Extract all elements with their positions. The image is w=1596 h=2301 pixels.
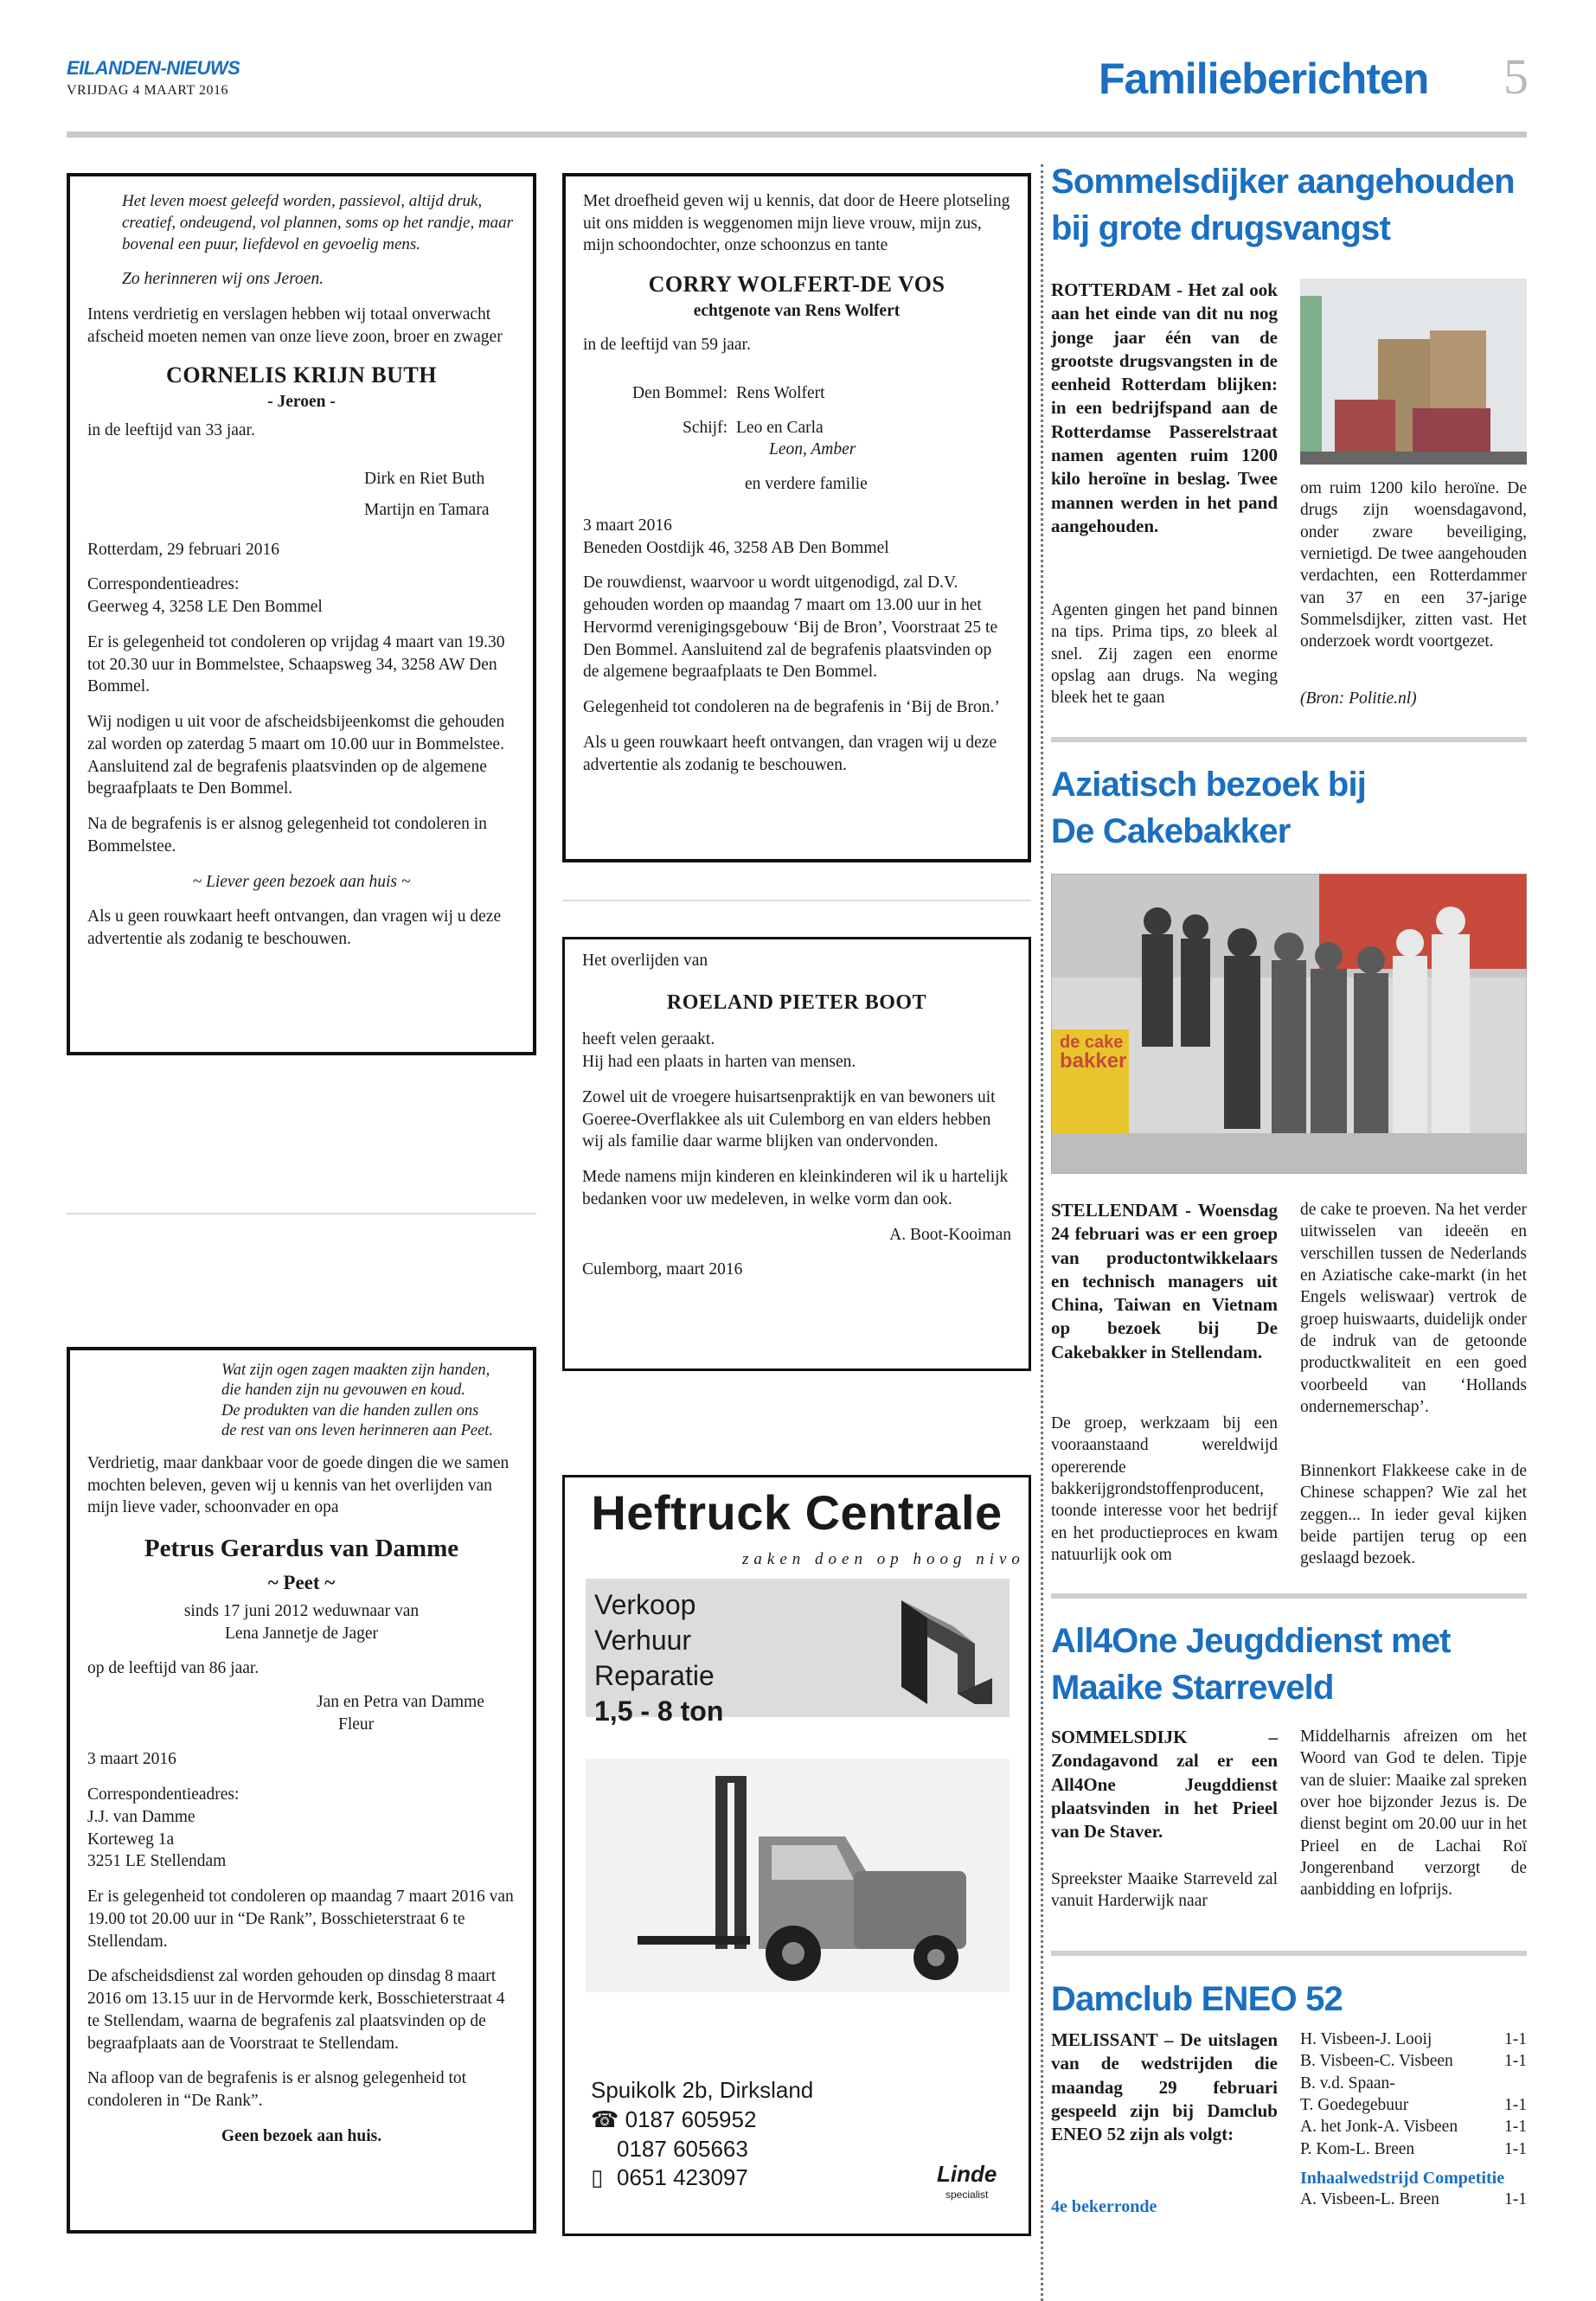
buth-invite: Wij nodigen u uit voor de afscheidsbijeenkomst die gehouden zal worden op zaterdag 5 maart om 10.00 uur in Bommelstee. Aansluitend zal de begrafenis plaatsvinden op de algemene begraafplaats te Den Bommel. [87,713,505,798]
buth-place-date: Rotterdam, 29 februari 2016 [87,540,280,559]
wolfert-service: De rouwdienst, waarvoor u wordt uitgenodigd, zal D.V. gehouden worden op maandag 7 maart om 13.00 uur in het Hervormd verenigingsgebouw ‘Bij de Bron’, Voorstraat 25 te Den Bommel. Aansluitend zal de begrafenis plaatsvinden op de algemene begraafplaats te Den Bommel. [583,574,998,682]
header-rule [67,131,1527,138]
ad-address: Spuikolk 2b, Dirksland [591,2077,814,2103]
damme-intro: Verdrietig, maar dankbaar voor de goede dingen die we samen mochten beleven, geven wij u kennis van het overlijden van mijn lieve vader, schoonvader en opa [87,1453,510,1517]
buth-intro: Intens verdrietig en verslagen hebben wij totaal onverwacht afscheid moeten nemen van onze lieve zoon, broer en zwager [87,304,503,346]
forklift-photo [586,1759,1010,1992]
ad-service-reparatie: Reparatie [594,1659,715,1691]
section-title: Familieberichten [1099,54,1429,103]
wolfert-family-row-2 [583,417,1010,439]
damclub-result-pair: H. Visbeen-J. Looij [1300,2030,1433,2048]
ad-phone-3: 0651 423097 [617,2164,748,2191]
boot-p1b: Hij had een plaats in harten van mensen. [582,1053,856,1072]
drugs-body-2: om ruim 1200 kilo heroïne. De drugs zijn woensdagavond, onder zware beveiliging, vernietigd. De twee aangehouden verdachten, een Rotterdammer van 37 en een 37-jarige Sommelsdijker, zitten vast. Het onderzoek wordt voortgezet. [1300,479,1527,651]
drugs-lead: ROTTERDAM - Het zal ook aan het einde van dit nu nog jonge jaar één van de grootste drugsvangsten in de eenheid Rotterdam blijken: in een bedrijfspand aan de Rotterdamse Passerelstraat namen agenten ruim 1200 kilo heroïne in beslag. Twee mannen werden in het pand aangehouden. [1051,279,1278,536]
damme-nickname: ~ Peet ~ [267,1572,336,1594]
buth-family-2: Martijn en Tamara [364,500,490,519]
damclub-result-row [1300,2189,1527,2210]
buth-corr-addr: Geerweg 4, 3258 LE Den Bommel [87,598,323,617]
damme-family-2: Fleur [338,1715,375,1734]
ad-tagline: zaken doen op hoog nivo [742,1550,1025,1568]
buth-family [87,468,516,521]
ad-phone-1-row [591,2106,813,2135]
boot-p3: Mede namens mijn kinderen en kleinkinderen wil ik u hartelijk bedanken voor uw medeleven, in welke vorm dan ook. [582,1168,1009,1208]
ad-service-verhuur: Verhuur [594,1624,692,1656]
wolfert-date: 3 maart 2016 [583,516,672,535]
damclub-result-score: 1-1 [1504,2118,1527,2137]
drugs-photo-icon [1300,279,1527,465]
buth-motto: Het leven moest geleefd worden, passievol, altijd druk, creatief, ondeugend, vol plannen, soms op het randje, maar bovenal een puur, liefdevol en gevoelig mens. [122,192,514,254]
boot-place: Culemborg, maart 2016 [582,1260,743,1279]
damme-name: Petrus Gerardus van Damme [144,1535,459,1563]
damclub-result-row [1300,2029,1527,2050]
obituary-buth [67,173,536,1055]
wolfert-condole: Gelegenheid tot condoleren na de begrafenis in ‘Bij de Bron.’ [583,698,1000,717]
column-divider-2 [562,900,1031,901]
wolfert-name: CORRY WOLFERT-DE VOS [648,272,945,298]
boot-intro: Het overlijden van [582,952,708,970]
boot-sign: A. Boot-Kooiman [889,1225,1011,1244]
drugs-headline: Sommelsdijker aangehouden bij grote drugsvangst [1051,163,1515,247]
damme-verse-2: die handen zijn nu gevouwen en koud. [221,1381,466,1400]
article-rule-2 [1051,1593,1527,1599]
boot-p1a: heeft velen geraakt. [582,1030,715,1049]
wolfert-family-row-1 [583,382,1010,405]
cake-headline [1051,761,1527,855]
damclub-result-pair: P. Kom-L. Breen [1300,2139,1415,2158]
buth-novisit: ~ Liever geen bezoek aan huis ~ [192,872,411,891]
damme-date: 3 maart 2016 [87,1750,176,1769]
cake-headline-2: De Cakebakker [1051,812,1291,850]
cake-body-1: De groep, werkzaam bij een vooraanstaand wereldwijd opererende bakkerijgrondstoffenproducent, toonde interesse voor het bedrijf en het productieproces en kwam natuurlijk ook om [1051,1414,1278,1565]
drugs-photo [1300,279,1527,465]
damclub-lead: MELISSANT – De uitslagen van de wedstrijden die maandag 29 februari gespeeld zijn bij Damclub ENEO 52 zijn als volgt: [1051,2029,1278,2145]
boot-p2: Zowel uit de vroegere huisartsenpraktijk en van bewoners uit Goeree-Overflakkee als uit Culemborg en van elders hebben wij als familie daar warme blijken van ondervonden. [582,1087,996,1151]
damme-verse-1: Wat zijn ogen zagen maakten zijn handen, [221,1362,490,1379]
damclub-result-pair: A. Visbeen-L. Breen [1300,2190,1439,2209]
wolfert-family-4: en verdere familie [745,475,868,494]
all4one-headline-1: All4One Jeugddienst met [1051,1622,1451,1660]
damme-corr-label: Correspondentieadres: [87,1785,240,1804]
cake-photo-sign-2: bakker [1060,1049,1127,1073]
buth-age: in de leeftijd van 33 jaar. [87,421,255,440]
all4one-headline [1051,1618,1527,1711]
ad-title: Heftruck Centrale [591,1485,1003,1540]
forklift-icon [586,1759,1010,1992]
all4one-lead: SOMMELSDIJK – Zondagavond zal er een All4One Jeugddienst plaatsvinden in het Prieel van De Staver. [1051,1727,1278,1843]
buth-remember: Zo herinneren wij ons Jeroen. [122,270,324,289]
drugs-body-1: Agenten gingen het pand binnen na tips. Prima tips, zo bleek al snel. Zij zagen een enorme opslag aan drugs. Na weging bleek het te gaan [1051,601,1278,708]
buth-family-1: Dirk en Riet Buth [364,470,485,489]
all4one-headline-2: Maaike Starreveld [1051,1669,1334,1707]
wolfert-place-1: Den Bommel: [632,383,727,402]
wolfert-family-1: Rens Wolfert [736,383,825,402]
masthead-logo: EILANDEN-NIEUWS [67,57,240,79]
ad-contact [591,2076,813,2193]
buth-after: Na de begrafenis is er alsnog gelegenheid tot condoleren in Bommelstee. [87,815,487,856]
cake-photo [1051,874,1527,1174]
wolfert-addr: Beneden Oostdijk 46, 3258 AB Den Bommel [583,538,889,557]
phone-icon: ☎ [591,2106,625,2132]
ad-phone-2: 0187 605663 [617,2135,748,2162]
damme-age: op de leeftijd van 86 jaar. [87,1659,260,1678]
damclub-result-pair: A. het Jonk-A. Visbeen [1300,2118,1458,2137]
article-rule [1051,737,1527,742]
obituary-van-damme [67,1347,536,2234]
damclub-result-pair: B. Visbeen-C. Visbeen [1300,2052,1453,2071]
article-rule-3 [1051,1951,1527,1956]
buth-corr-label: Correspondentieadres: [87,575,240,594]
damclub-result-score: 1-1 [1504,2096,1527,2115]
damme-farewell: De afscheidsdienst zal worden gehouden op dinsdag 8 maart 2016 om 13.15 uur in de Hervormde kerk, Bosschieterstraat 4 te Stellendam, waarna de begrafenis zal plaatsvinden op de begraafplaats aan de Voorstraat te Stellendam. [87,1967,505,2053]
damme-corr-1: J.J. van Damme [87,1807,195,1826]
ad-logo-icon [888,1592,1001,1713]
boot-name: ROELAND PIETER BOOT [666,990,927,1014]
damme-condole: Er is gelegenheid tot condoleren op maandag 7 maart 2016 van 19.00 tot 20.00 uur in “De Rank”, Bosschieterstraat 6 te Stellendam. [87,1888,514,1951]
wolfert-family-3: Leon, Amber [769,440,856,459]
cake-photo-sign [1060,1034,1126,1072]
all4one-body-1: Spreekster Maaike Starreveld zal vanuit Harderwijk naar [1051,1870,1278,1911]
wolfert-place-2: Schijf: [683,418,727,437]
damclub-result-score: 1-1 [1504,2052,1527,2071]
damclub-result-row [1300,2050,1527,2072]
buth-condole: Er is gelegenheid tot condoleren op vrijdag 4 maart van 19.30 tot 20.30 uur in Bommelstee, Schaapsweg 34, 3258 AW Den Bommel. [87,632,505,696]
ad-services [594,1587,723,1729]
ad-phone-3-row [591,2163,813,2193]
damclub-results [1300,2029,1527,2210]
buth-name: CORNELIS KRIJN BUTH [166,362,437,388]
damclub-result-row [1300,2073,1527,2094]
damclub-result-row [1300,2116,1527,2138]
obituary-wolfert [562,173,1031,862]
damme-corr-3: 3251 LE Stellendam [87,1852,227,1871]
mobile-icon: ▯ [591,2164,604,2191]
column-separator [1041,164,1043,2301]
heftruck-ad [562,1475,1031,2236]
all4one-body-2: Middelharnis afreizen om het Woord van God te delen. Tipje van de sluier: Maaike zal spreken over hoe bijzonder Jezus is. De dienst begint om 20.00 uur in het Prieel en de Lachai Roï Jongerenband verzorgt de aanbidding en lofprijs. [1300,1727,1527,1900]
damme-novisit: Geen bezoek aan huis. [221,2126,382,2145]
ad-services-panel [586,1579,1010,1727]
damclub-result-row [1300,2138,1527,2160]
damclub-subhead-1: 4e bekerronde [1051,2197,1157,2216]
ad-brand: Linde [937,2161,997,2187]
damclub-result-score: 1-1 [1504,2190,1527,2209]
damme-family-1: Jan en Petra van Damme [317,1692,484,1711]
buth-nickname: - Jeroen - [267,392,336,411]
thanks-boot [562,937,1031,1371]
wolfert-spouse: echtgenote van Rens Wolfert [693,301,901,320]
damclub-result-pair: B. v.d. Spaan- [1300,2073,1395,2093]
column-divider [67,1213,536,1215]
damclub-subhead-2: Inhaalwedstrijd Competitie [1300,2169,1505,2189]
ad-phone-1: 0187 605952 [625,2106,757,2132]
damme-since-2: Lena Jannetje de Jager [224,1624,379,1643]
cake-body-3: Binnenkort Flakkeese cake in de Chinese schappen? Wie zal het zeggen... In ieder geval kijken beide partijen terug op een geslaagd bezoek. [1300,1462,1527,1568]
damme-after: Na afloop van de begrafenis is er alsnog gelegenheid tot condoleren in “De Rank”. [87,2069,467,2110]
damme-corr-2: Korteweg 1a [87,1830,175,1849]
drugs-source: (Bron: Politie.nl) [1300,689,1417,708]
buth-card: Als u geen rouwkaart heeft ontvangen, dan vragen wij u deze advertentie als zodanig te beschouwen. [87,907,502,948]
cake-lead: STELLENDAM - Woensdag 24 februari was er een groep van productontwikkelaars en technisch managers uit China, Taiwan en Vietnam op bezoek bij De Cakebakker in Stellendam. [1051,1200,1278,1362]
cake-photo-sign-1: de cake [1060,1033,1124,1052]
page-number: 5 [1503,48,1529,105]
wolfert-intro: Met droefheid geven wij u kennis, dat door de Heere plotseling uit ons midden is weggenomen mijn lieve vrouw, mijn zus, mijn schoondochter, onze schoonzus en tante [583,192,1010,255]
ad-capacity: 1,5 - 8 ton [594,1695,724,1727]
damclub-result-row [1300,2094,1527,2116]
wolfert-age: in de leeftijd van 59 jaar. [583,336,751,355]
ad-service-verkoop: Verkoop [594,1589,696,1620]
ad-brand-sub: specialist [945,2189,989,2201]
damclub-result-score: 1-1 [1504,2139,1527,2158]
ad-phone-2-row [591,2135,813,2164]
damme-verse-4: de rest van ons leven herinneren aan Peet. [221,1422,494,1440]
cake-headline-1: Aziatisch bezoek bij [1051,766,1367,804]
damme-verse-3: De produkten van die handen zullen ons [221,1401,479,1420]
damme-since-1: sinds 17 juni 2012 weduwnaar van [183,1601,420,1620]
damme-verse [87,1361,516,1442]
cake-photo-image [1051,874,1527,1174]
issue-date: VRIJDAG 4 MAART 2016 [67,83,228,98]
damclub-result-score: 1-1 [1504,2030,1527,2048]
damclub-headline: Damclub ENEO 52 [1051,1980,1343,2018]
wolfert-family-2: Leo en Carla [736,418,824,437]
damclub-result-pair: T. Goedegebuur [1300,2096,1409,2115]
wolfert-card: Als u geen rouwkaart heeft ontvangen, dan vragen wij u deze advertentie als zodanig te beschouwen. [583,733,997,774]
cake-body-2: de cake te proeven. Na het verder uitwisselen van ideeën en verschillen tussen de Nederlands en Aziatische cake-markt (in het Engels weliswaar) vertrok de groep huiswaarts, duidelijk onder de indruk van de getoonde productkwaliteit en een goed voorbeeld van ‘Hollands ondernemerschap’. [1300,1201,1527,1417]
